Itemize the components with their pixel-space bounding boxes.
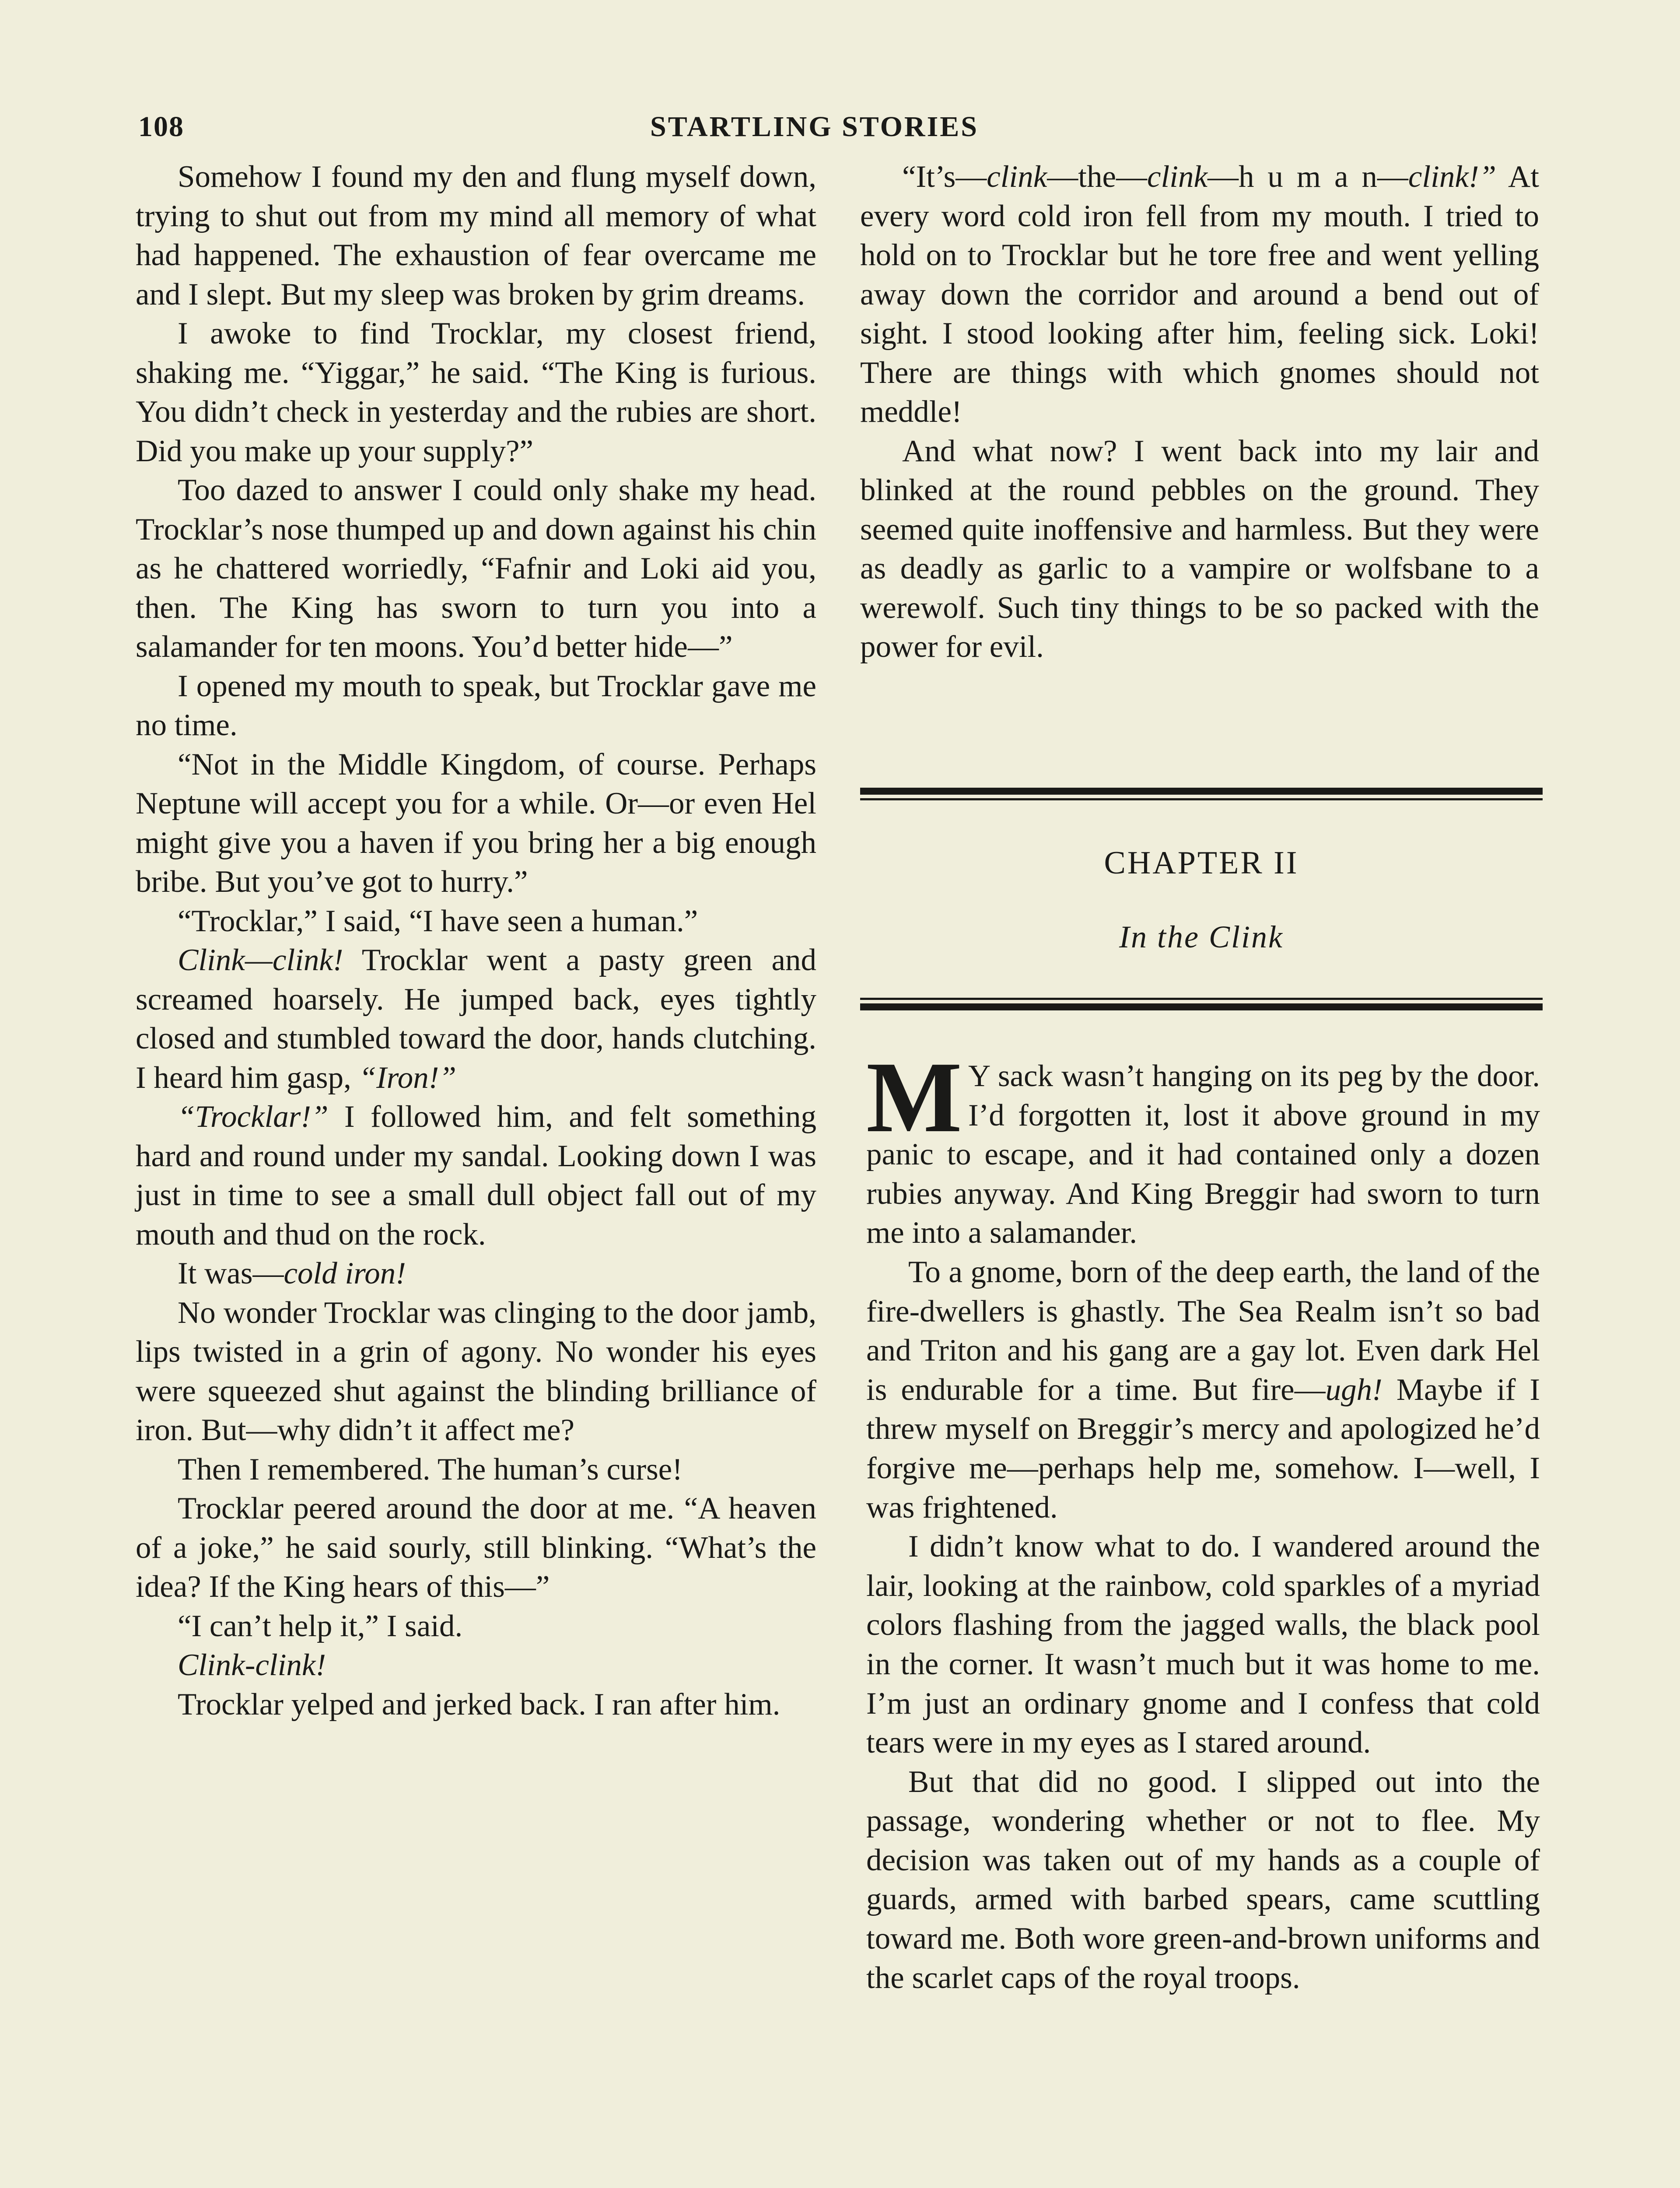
page-header [138,110,1547,154]
text: It was— [178,1256,284,1290]
rule-thin [860,798,1543,800]
paragraph: “Trocklar,” I said, “I have seen a human.” [178,904,698,938]
italic-text: “Trocklar!” [178,1100,329,1134]
paragraph [866,1253,1540,1527]
paragraph: Trocklar peered around the door at me. “A heaven of a joke,” he said sourly, still blinking. “What’s the idea? If the King hears of this—” [136,1491,816,1604]
rule-thick [860,788,1543,795]
chapter-rule-top [860,788,1543,800]
italic-text: clink [1147,160,1208,194]
right-column-bottom [866,1041,1540,1998]
rule-thin [860,998,1543,1000]
text: Y sack wasn’t hanging on its peg by the door. I’d forgotten it, lost it above ground in my panic to escape, and it had contained only a dozen rubies anyway. And King Breggir had sworn to turn me into a salamander. [866,1059,1540,1250]
chapter-title: CHAPTER II [1104,845,1299,881]
running-head: STARTLING STORIES [650,111,979,143]
paragraph [860,158,1539,432]
italic-text: clink [987,160,1047,194]
paragraph: No wonder Trocklar was clinging to the door jamb, lips twisted in a grin of agony. No wonder his eyes were squeezed shut against the blinding brilliance of iron. But—why didn’t it affect me? [136,1295,816,1447]
italic-text: Clink-clink! [178,1648,326,1682]
page-number: 108 [138,111,184,143]
paragraph: Then I remembered. The human’s curse! [178,1452,682,1487]
left-column [136,158,816,1724]
paragraph: But that did no good. I slipped out into the passage, wondering whether or not to flee. My decision was taken out of my hands as a couple of guards, armed with barbed spears, came scuttling toward me. Both wore green-and-brown uniforms and the scarlet caps of the royal troops. [866,1764,1540,1995]
paragraph [136,941,816,1098]
italic-text: ugh! [1325,1372,1382,1407]
paragraph: I awoke to find Trocklar, my closest friend, shaking me. “Yiggar,” he said. “The King is furious. You didn’t check in yesterday and the rubies are short. Did you make up your supply?” [136,316,816,468]
drop-cap: M [866,1041,962,1154]
text: “It’s— [902,160,987,194]
right-column-top [860,158,1539,667]
italic-text: clink!” [1408,160,1496,194]
italic-text: “Iron!” [359,1060,456,1095]
chapter-rule-bottom [860,998,1543,1010]
chapter-subtitle: In the Clink [1119,919,1284,954]
text: —h u m a n— [1207,160,1408,194]
text: Maybe if I threw myself on Breggir’s mercy and apologized he’d forgive me—perhaps help me, somehow. I—well, I was frightened. [866,1372,1540,1525]
text: Trocklar went a pasty green and screamed hoarsely. He jumped back, eyes tightly closed and stumbled toward the door, hands clutching. I heard him gasp, [136,943,816,1095]
paragraph: I didn’t know what to do. I wandered around the lair, looking at the rainbow, cold sparkles of a myriad colors flashing from the jagged walls, the black pool in the corner. It wasn’t much but it was home to me. I’m just an ordinary gnome and I confess that cold tears were in my eyes as I stared around. [866,1529,1540,1760]
text: I followed him, and felt something hard and round under my sandal. Looking down I was just in time to see a small dull object fall out of my mouth and thud on the rock. [136,1100,816,1252]
paragraph: And what now? I went back into my lair and blinked at the round pebbles on the ground. They seemed quite inoffensive and harmless. But they were as deadly as garlic to a vampire or wolfsbane to a werewolf. Such tiny things to be so packed with the power for evil. [860,434,1539,664]
paragraph: I opened my mouth to speak, but Trocklar gave me no time. [136,669,816,742]
paragraph: Somehow I found my den and flung myself down, trying to shut out from my mind all memory of what had happened. The exhaustion of fear overcame me and I slept. But my sleep was broken by grim dreams. [136,160,816,312]
rule-thick [860,1003,1543,1010]
paragraph [136,1254,816,1294]
paragraph: Trocklar yelped and jerked back. I ran after him. [178,1687,780,1722]
paragraph [136,1098,816,1254]
text: To a gnome, born of the deep earth, the land of the fire-dwellers is ghastly. The Sea Realm isn’t so bad and Triton and his gang are a gay lot. Even dark Hel is endurable for a time. But fire— [866,1255,1540,1407]
paragraph: Too dazed to answer I could only shake my head. Trocklar’s nose thumped up and down against his chin as he chattered worriedly, “Fafnir and Loki aid you, then. The King has sworn to turn you into a salamander for ten moons. You’d better hide—” [136,473,816,664]
paragraph [866,1041,1540,1253]
text: At every word cold iron fell from my mouth. I tried to hold on to Trocklar but he tore free and went yelling away down the corridor and around a bend out of sight. I stood looking after him, feeling sick. Loki! There are things with which gnomes should not meddle! [860,160,1539,429]
text: —the— [1047,160,1147,194]
paragraph [136,1646,816,1685]
paragraph: “I can’t help it,” I said. [178,1609,463,1643]
italic-text: Clink—clink! [178,943,343,977]
paragraph: “Not in the Middle Kingdom, of course. Perhaps Neptune will accept you for a while. Or—or even Hel might give you a haven if you bring her a big enough bribe. But you’ve got to hurry.” [136,747,816,899]
italic-text: cold iron! [284,1256,406,1290]
